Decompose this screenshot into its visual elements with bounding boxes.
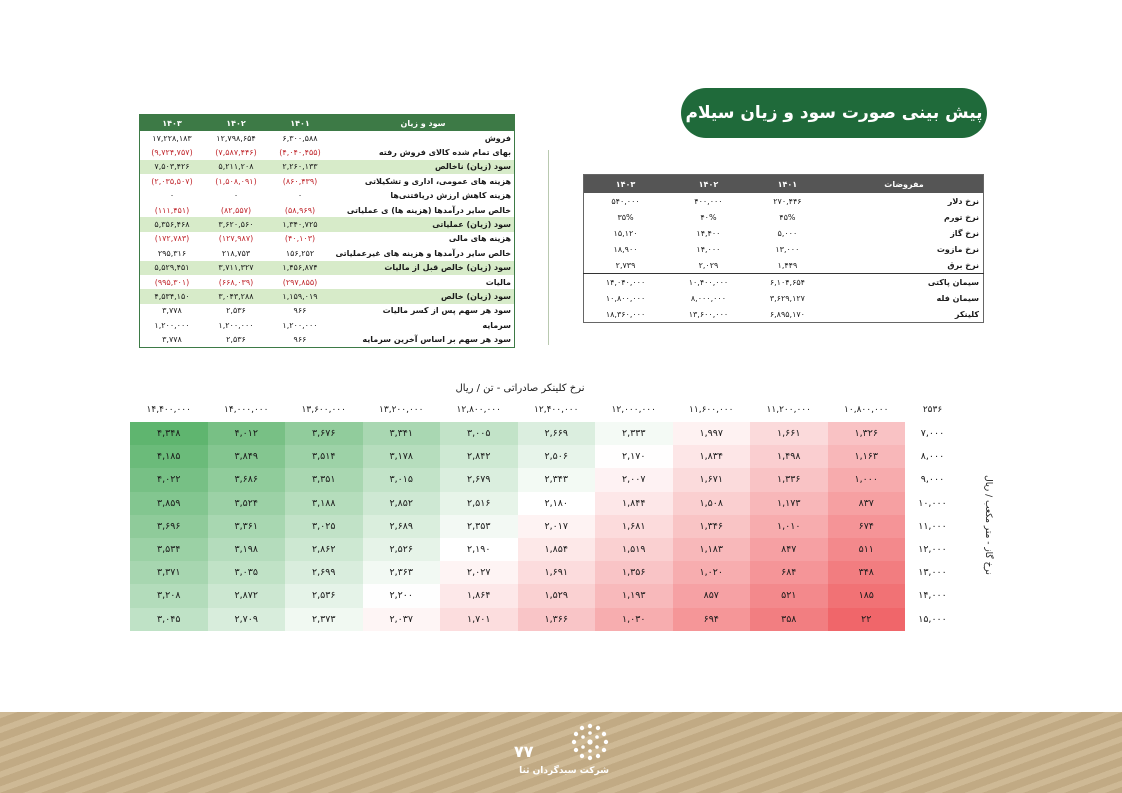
sensitivity-cell: ۳,۰۰۵ xyxy=(440,422,518,445)
sensitivity-cell: ۳,۸۵۹ xyxy=(130,492,208,515)
pl-cell: (۲,۰۳۵,۵۰۷) xyxy=(151,176,193,186)
assumptions-table xyxy=(583,174,984,323)
sensitivity-row-header: ۹,۰۰۰ xyxy=(920,474,945,486)
sensitivity-cell: ۱,۰۳۰ xyxy=(595,608,673,631)
assumption-cell: ۱۳,۰۰۰ xyxy=(775,244,800,254)
pl-row xyxy=(140,304,515,318)
sensitivity-cell: ۳,۳۵۱ xyxy=(285,468,363,491)
sensitivity-cell: ۱,۰۰۰ xyxy=(828,468,906,491)
pl-cell: ۱,۲۰۰,۰۰۰ xyxy=(282,320,318,330)
sensitivity-cell: ۱,۴۹۸ xyxy=(750,445,828,468)
sensitivity-cell: ۲,۶۹۹ xyxy=(285,561,363,584)
vertical-divider xyxy=(548,150,549,345)
sensitivity-cell: ۲,۶۷۹ xyxy=(440,468,518,491)
sensitivity-cell: ۲,۸۴۲ xyxy=(440,445,518,468)
sensitivity-cell: ۱,۳۴۶ xyxy=(673,515,751,538)
assumption-row xyxy=(584,241,984,257)
pl-cell: ۱,۲۰۰,۰۰۰ xyxy=(154,320,190,330)
pl-row xyxy=(140,261,515,275)
pl-cell: ۱,۴۵۶,۸۷۴ xyxy=(268,261,332,275)
pl-cell: (۲۹۷,۸۵۵) xyxy=(282,277,318,287)
sensitivity-cell: ۱,۰۲۰ xyxy=(673,561,751,584)
assumption-label: نرخ گاز xyxy=(950,228,979,238)
assumption-cell: ۴۵% xyxy=(779,212,796,222)
sensitivity-cell: ۲,۳۳۳ xyxy=(595,422,673,445)
pl-row xyxy=(140,289,515,303)
sensitivity-cell: ۳,۳۴۱ xyxy=(363,422,441,445)
sensitivity-cell: ۴,۰۱۲ xyxy=(208,422,286,445)
pl-row-label: هزینه کاهش ارزش دریافتنی‌ها xyxy=(390,191,511,201)
pl-row-label: بهای تمام شده کالای فروش رفته xyxy=(378,148,511,158)
pl-row xyxy=(140,275,515,289)
sensitivity-cell: ۲,۵۱۶ xyxy=(440,492,518,515)
pl-row-label: سرمایه xyxy=(482,320,511,330)
sensitivity-column-header: ۱۲,۴۰۰,۰۰۰ xyxy=(534,405,579,415)
pl-cell: ۱۲,۷۹۸,۶۵۴ xyxy=(216,133,256,143)
pl-row xyxy=(140,160,515,174)
header-year: ۱۴۰۳ xyxy=(140,115,205,132)
pl-row xyxy=(140,189,515,203)
assumption-row xyxy=(584,193,984,209)
sensitivity-cell: ۲,۵۳۶ xyxy=(285,584,363,607)
sensitivity-cell: ۲,۱۸۰ xyxy=(518,492,596,515)
pl-cell: ۰ xyxy=(169,191,175,201)
pl-cell: ۱,۳۴۰,۷۲۵ xyxy=(268,217,332,231)
sensitivity-cell: ۸۵۷ xyxy=(673,584,751,607)
sensitivity-cell: ۳,۳۷۱ xyxy=(130,561,208,584)
assumption-row xyxy=(584,274,984,291)
pl-cell: ۲,۵۳۶ xyxy=(226,335,246,345)
pl-cell: ۴,۵۳۴,۱۵۰ xyxy=(140,289,205,303)
sensitivity-cell: ۴,۱۸۵ xyxy=(130,445,208,468)
pl-cell: (۸۲,۵۵۷) xyxy=(220,205,252,215)
pl-row xyxy=(140,217,515,231)
pl-cell: ۳,۶۲۰,۵۶۰ xyxy=(204,217,268,231)
header-year: ۱۴۰۱ xyxy=(268,115,332,132)
sensitivity-cell: ۲,۷۰۹ xyxy=(208,608,286,631)
sensitivity-cell: ۲,۵۲۶ xyxy=(363,538,441,561)
sensitivity-cell: ۱,۶۹۱ xyxy=(518,561,596,584)
sensitivity-cell: ۲,۱۷۰ xyxy=(595,445,673,468)
sensitivity-cell: ۲,۰۳۷ xyxy=(363,608,441,631)
pl-cell: ۳,۷۷۸ xyxy=(162,306,182,316)
assumption-cell: ۱۰,۸۰۰,۰۰۰ xyxy=(605,293,646,303)
assumption-row xyxy=(584,225,984,241)
sensitivity-cell: ۳,۶۷۶ xyxy=(285,422,363,445)
assumption-cell: ۵,۰۰۰ xyxy=(777,228,798,238)
sensitivity-cell: ۲,۳۶۳ xyxy=(363,561,441,584)
sensitivity-column-header: ۱۴,۴۰۰,۰۰۰ xyxy=(146,405,191,415)
assumption-cell: ۳,۶۲۹,۱۲۷ xyxy=(769,293,805,303)
sensitivity-cell: ۸۳۷ xyxy=(828,492,906,515)
assumption-cell: ۱۴,۰۴۰,۰۰۰ xyxy=(584,274,668,291)
assumption-label: نرخ تورم xyxy=(943,212,979,222)
pl-cell: ۱,۱۵۹,۰۱۹ xyxy=(268,289,332,303)
sensitivity-cell: ۱,۶۸۱ xyxy=(595,515,673,538)
pl-cell: ۹۶۶ xyxy=(293,306,307,316)
pl-row xyxy=(140,318,515,332)
pl-row xyxy=(140,203,515,217)
assumption-cell: ۲۷۰,۴۴۶ xyxy=(773,196,802,206)
pl-cell: (۴۰,۱۰۳) xyxy=(284,234,316,244)
sensitivity-cell: ۶۹۴ xyxy=(673,608,751,631)
assumptions-header-row xyxy=(584,175,984,194)
sensitivity-cell: ۱,۸۳۴ xyxy=(673,445,751,468)
assumption-row xyxy=(584,209,984,225)
assumption-cell: ۱۴,۰۰۰ xyxy=(696,244,721,254)
assumption-row xyxy=(584,290,984,306)
pl-row-label: سود (زیان) خالص قبل از مالیات xyxy=(332,261,515,275)
sensitivity-cell: ۲,۲۰۰ xyxy=(363,584,441,607)
assumption-label: سیمان فله xyxy=(936,293,979,303)
sensitivity-cell: ۳,۰۲۵ xyxy=(285,515,363,538)
pl-cell: ۲,۵۳۶ xyxy=(226,306,246,316)
sensitivity-cell: ۲,۸۷۲ xyxy=(208,584,286,607)
pl-cell: (۷,۵۸۷,۴۴۶) xyxy=(215,148,257,158)
sensitivity-cell: ۳۴۸ xyxy=(828,561,906,584)
assumption-row xyxy=(584,257,984,274)
sensitivity-cell: ۴,۰۲۲ xyxy=(130,468,208,491)
pl-cell: ۲۱۸,۷۵۳ xyxy=(221,248,251,258)
assumption-cell: ۸,۰۰۰,۰۰۰ xyxy=(690,293,727,303)
assumption-cell: ۴۰۰,۰۰۰ xyxy=(694,196,723,206)
sensitivity-cell: ۱,۳۲۶ xyxy=(828,422,906,445)
pl-row-label: فروش xyxy=(484,133,511,143)
sensitivity-column-header: ۱۴,۰۰۰,۰۰۰ xyxy=(224,405,269,415)
pl-cell: ۵,۳۵۶,۴۶۸ xyxy=(140,217,205,231)
header-label: مفروضات xyxy=(825,175,984,194)
pl-cell: (۸۶۰,۴۳۹) xyxy=(282,176,318,186)
assumption-cell: ۱۸,۳۶۰,۰۰۰ xyxy=(605,309,646,319)
sensitivity-cell: ۲,۸۵۲ xyxy=(363,492,441,515)
sensitivity-cell: ۱,۵۰۸ xyxy=(673,492,751,515)
header-year: ۱۴۰۲ xyxy=(667,175,750,194)
page-title: پیش بینی صورت سود و زیان سیلام xyxy=(681,88,987,138)
assumption-label: نرخ مازوت xyxy=(936,244,979,254)
pl-cell: ۳,۷۱۱,۳۲۷ xyxy=(204,261,268,275)
sensitivity-cell: ۱,۶۷۱ xyxy=(673,468,751,491)
sensitivity-cell: ۲,۶۸۹ xyxy=(363,515,441,538)
assumption-cell: ۱,۴۴۹ xyxy=(777,260,798,270)
assumption-cell: ۴۰% xyxy=(700,212,717,222)
assumption-cell: ۱۰,۴۰۰,۰۰۰ xyxy=(667,274,750,291)
assumption-cell: ۱۳,۶۰۰,۰۰۰ xyxy=(688,309,729,319)
pl-row xyxy=(140,145,515,159)
pl-row-label: هزینه های عمومی، اداری و تشکیلاتی xyxy=(364,176,511,186)
pl-cell: ۱,۲۰۰,۰۰۰ xyxy=(218,320,254,330)
sensitivity-cell: ۱,۸۶۴ xyxy=(440,584,518,607)
sensitivity-row-header: ۱۰,۰۰۰ xyxy=(918,497,947,509)
sensitivity-cell: ۱,۹۹۷ xyxy=(673,422,751,445)
pl-row xyxy=(140,131,515,145)
sensitivity-cell: ۳,۶۹۶ xyxy=(130,515,208,538)
sensitivity-cell: ۱,۱۶۳ xyxy=(828,445,906,468)
assumption-cell: ۲,۰۲۹ xyxy=(698,260,719,270)
sensitivity-cell: ۱,۳۵۶ xyxy=(595,561,673,584)
pl-row xyxy=(140,332,515,347)
header-year: ۱۴۰۱ xyxy=(750,175,825,194)
sensitivity-column-header: ۱۳,۲۰۰,۰۰۰ xyxy=(379,405,424,415)
sensitivity-cell: ۲,۰۲۷ xyxy=(440,561,518,584)
header-label: سود و زیان xyxy=(332,115,515,132)
sensitivity-cell: ۱,۸۴۴ xyxy=(595,492,673,515)
pl-cell: (۱۲۷,۹۸۷) xyxy=(218,234,254,244)
header-year: ۱۴۰۳ xyxy=(584,175,668,194)
assumption-cell: ۱۸,۹۰۰ xyxy=(613,244,638,254)
sensitivity-cell: ۲,۰۰۷ xyxy=(595,468,673,491)
assumption-cell: ۵۴۰,۰۰۰ xyxy=(611,196,640,206)
sensitivity-cell: ۱,۱۸۳ xyxy=(673,538,751,561)
assumption-cell: ۱۵,۱۲۰ xyxy=(613,228,638,238)
pl-cell: ۶,۳۰۰,۵۸۸ xyxy=(282,133,318,143)
company-logo xyxy=(514,722,614,782)
sensitivity-cell: ۲,۰۱۷ xyxy=(518,515,596,538)
sensitivity-cell: ۱,۵۱۹ xyxy=(595,538,673,561)
sensitivity-cell: ۱,۸۵۴ xyxy=(518,538,596,561)
sensitivity-cell: ۲,۶۶۹ xyxy=(518,422,596,445)
sensitivity-title: نرخ کلینکر صادراتی - تن / ریال xyxy=(455,383,585,394)
sensitivity-column-header: ۱۱,۶۰۰,۰۰۰ xyxy=(689,405,734,415)
logo-text: شرکت سبدگردان ثنا xyxy=(519,766,609,776)
pl-cell: (۹,۷۲۴,۷۵۷) xyxy=(151,148,193,158)
profit-loss-header-row xyxy=(140,115,515,132)
sensitivity-cell: ۲۲ xyxy=(828,608,906,631)
assumption-cell: ۳۵% xyxy=(617,212,634,222)
assumption-label: نرخ دلار xyxy=(947,196,979,206)
sensitivity-cell: ۶۷۴ xyxy=(828,515,906,538)
pl-cell: (۵۸,۹۶۹) xyxy=(284,205,316,215)
pl-cell: ۱۵۶,۲۵۲ xyxy=(285,248,315,258)
sensitivity-cell: ۱,۶۶۱ xyxy=(750,422,828,445)
pl-row-label: سود هر سهم پس از کسر مالیات xyxy=(382,306,511,316)
sensitivity-column-header: ۱۳,۶۰۰,۰۰۰ xyxy=(301,405,346,415)
sensitivity-cell: ۳,۳۶۱ xyxy=(208,515,286,538)
sensitivity-cell: ۳,۱۷۸ xyxy=(363,445,441,468)
sensitivity-cell: ۱,۷۰۱ xyxy=(440,608,518,631)
pl-cell: ۲۹۵,۳۱۶ xyxy=(157,248,187,258)
assumption-cell: ۶,۸۹۵,۱۷۰ xyxy=(769,309,805,319)
pl-row-label: خالص سایر درآمدها و هزینه های غیرعملیاتی xyxy=(335,248,511,258)
row-axis-label-wrap xyxy=(978,460,998,590)
sensitivity-row-header: ۱۱,۰۰۰ xyxy=(918,520,947,532)
assumption-row xyxy=(584,306,984,323)
pl-row xyxy=(140,174,515,188)
pl-row-label: هزینه های مالی xyxy=(448,234,511,244)
sensitivity-cell: ۲,۳۴۳ xyxy=(518,468,596,491)
sensitivity-cell: ۳,۵۲۴ xyxy=(208,492,286,515)
sensitivity-cell: ۱,۱۷۳ xyxy=(750,492,828,515)
logo-mark-icon xyxy=(570,722,610,762)
sensitivity-column-header: ۱۲,۰۰۰,۰۰۰ xyxy=(611,405,656,415)
pl-cell: ۷,۵۰۳,۴۲۶ xyxy=(140,160,205,174)
sensitivity-row-header: ۷,۰۰۰ xyxy=(920,428,945,439)
sensitivity-cell: ۳,۰۳۵ xyxy=(208,561,286,584)
sensitivity-corner-value: ۲۵۳۶ xyxy=(922,405,943,415)
pl-cell: (۱۱۱,۴۵۱) xyxy=(154,205,190,215)
row-axis-label: نرخ گاز - متر مکعب / ریال xyxy=(983,475,993,575)
assumption-label: کلینکر xyxy=(954,309,979,319)
sensitivity-cell: ۳,۰۴۵ xyxy=(130,608,208,631)
header-year: ۱۴۰۲ xyxy=(204,115,268,132)
sensitivity-cell: ۲,۵۰۶ xyxy=(518,445,596,468)
sensitivity-cell: ۸۴۷ xyxy=(750,538,828,561)
pl-cell: ۳,۷۷۸ xyxy=(162,335,182,345)
sensitivity-cell: ۱۸۵ xyxy=(828,584,906,607)
sensitivity-cell: ۵۲۱ xyxy=(750,584,828,607)
sensitivity-row-header: ۱۵,۰۰۰ xyxy=(918,613,947,625)
sensitivity-cell: ۲,۸۶۲ xyxy=(285,538,363,561)
pl-row-label: سود (زیان) عملیاتی xyxy=(332,217,515,231)
sensitivity-row-header: ۱۲,۰۰۰ xyxy=(918,544,947,555)
pl-cell: (۱۷۲,۷۸۳) xyxy=(154,234,190,244)
pl-row-label: خالص سایر درآمدها (هزینه ها) ی عملیاتی xyxy=(346,205,511,215)
pl-cell: (۶۶۸,۰۳۹) xyxy=(218,277,254,287)
sensitivity-column-header: ۱۰,۸۰۰,۰۰۰ xyxy=(844,405,889,415)
sensitivity-cell: ۳,۸۴۹ xyxy=(208,445,286,468)
sensitivity-cell: ۳,۵۱۴ xyxy=(285,445,363,468)
sensitivity-cell: ۳۵۸ xyxy=(750,608,828,631)
pl-row xyxy=(140,246,515,260)
pl-cell: (۱,۵۰۸,۰۹۱) xyxy=(215,176,257,186)
sensitivity-cell: ۳,۵۳۴ xyxy=(130,538,208,561)
pl-cell: ۰ xyxy=(297,191,303,201)
pl-cell: ۱۷,۲۲۸,۱۸۳ xyxy=(152,133,192,143)
pl-cell: ۰ xyxy=(233,191,239,201)
sensitivity-cell: ۱,۱۹۳ xyxy=(595,584,673,607)
profit-loss-table xyxy=(139,114,515,348)
pl-cell: ۲,۲۶۰,۱۳۳ xyxy=(268,160,332,174)
sensitivity-cell: ۳,۰۱۵ xyxy=(363,468,441,491)
sensitivity-cell: ۳,۱۸۸ xyxy=(285,492,363,515)
sensitivity-cell: ۲,۱۹۰ xyxy=(440,538,518,561)
assumption-label: نرخ برق xyxy=(947,260,979,270)
sensitivity-cell: ۳,۲۰۸ xyxy=(130,584,208,607)
pl-cell: ۹۶۶ xyxy=(293,335,307,345)
assumption-cell: ۲,۷۳۹ xyxy=(615,260,636,270)
sensitivity-cell: ۳,۱۹۸ xyxy=(208,538,286,561)
sensitivity-column-header: ۱۱,۲۰۰,۰۰۰ xyxy=(766,405,811,415)
sensitivity-row-header: ۱۳,۰۰۰ xyxy=(918,567,947,579)
assumption-label: سیمان پاکتی xyxy=(825,274,984,291)
pl-row-label: سود هر سهم بر اساس آخرین سرمایه xyxy=(362,335,511,345)
sensitivity-cell: ۶۸۴ xyxy=(750,561,828,584)
sensitivity-cell: ۲,۳۷۳ xyxy=(285,608,363,631)
pl-cell: (۴,۰۴۰,۴۵۵) xyxy=(279,148,321,158)
pl-cell: ۵,۵۲۹,۴۵۱ xyxy=(140,261,205,275)
pl-row-label: مالیات xyxy=(485,277,511,287)
pl-row-label: سود (زیان) ناخالص xyxy=(332,160,515,174)
sensitivity-column-header: ۱۲,۸۰۰,۰۰۰ xyxy=(456,405,501,415)
pl-row xyxy=(140,232,515,246)
pl-cell: (۹۹۵,۳۰۱) xyxy=(154,277,190,287)
sensitivity-row-header: ۱۴,۰۰۰ xyxy=(918,590,947,602)
sensitivity-cell: ۱,۰۱۰ xyxy=(750,515,828,538)
logo-number: ۷۷ xyxy=(514,742,534,761)
sensitivity-cell: ۱,۳۳۶ xyxy=(750,468,828,491)
sensitivity-row-header: ۸,۰۰۰ xyxy=(920,451,945,463)
pl-cell: ۵,۲۱۱,۲۰۸ xyxy=(204,160,268,174)
sensitivity-cell: ۳,۶۸۶ xyxy=(208,468,286,491)
sensitivity-cell: ۲,۳۵۳ xyxy=(440,515,518,538)
assumption-cell: ۶,۱۰۴,۶۵۴ xyxy=(750,274,825,291)
sensitivity-cell: ۵۱۱ xyxy=(828,538,906,561)
sensitivity-cell: ۱,۳۶۶ xyxy=(518,608,596,631)
sensitivity-cell: ۱,۵۲۹ xyxy=(518,584,596,607)
pl-row-label: سود (زیان) خالص xyxy=(332,289,515,303)
pl-cell: ۳,۰۴۳,۲۸۸ xyxy=(204,289,268,303)
assumption-cell: ۱۴,۴۰۰ xyxy=(696,228,721,238)
sensitivity-cell: ۴,۳۴۸ xyxy=(130,422,208,445)
